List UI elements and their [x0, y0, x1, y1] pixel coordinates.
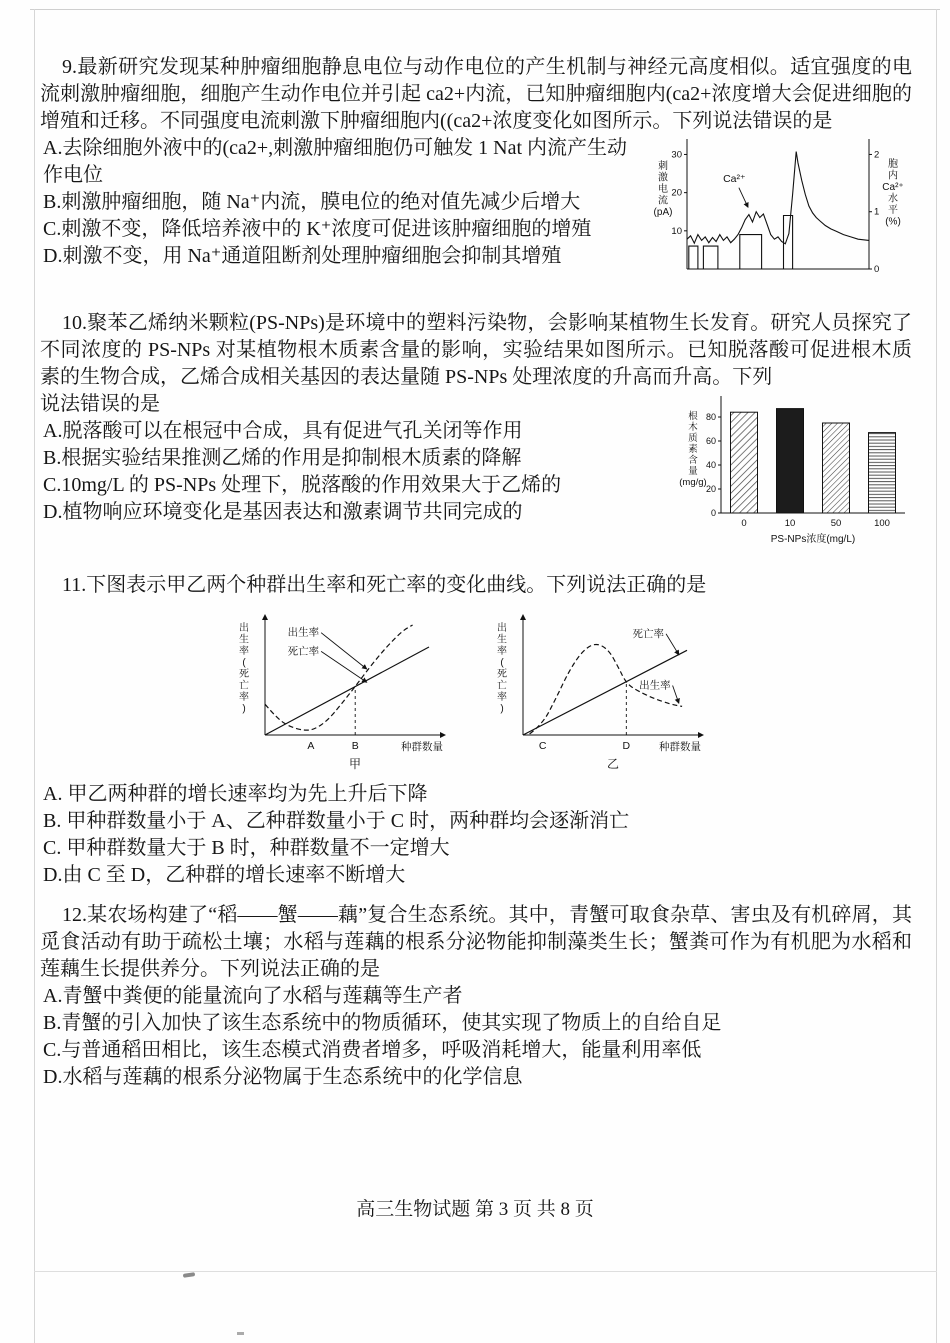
- svg-text:10: 10: [671, 225, 682, 237]
- q11-option-d: D.由 C 至 D，乙种群的增长速率不断增大: [43, 864, 406, 886]
- q9-body: [40, 135, 912, 297]
- question-11: [40, 572, 912, 889]
- q11-figure: [40, 605, 912, 773]
- svg-text:A: A: [307, 740, 315, 752]
- svg-text:50: 50: [830, 518, 842, 529]
- q10-option-b: B.根据实验结果推测乙烯的作用是抑制根木质素的降解: [43, 447, 522, 469]
- q10-option-d: D.植物响应环境变化是基因表达和激素调节共同完成的: [43, 501, 523, 523]
- svg-text:0: 0: [741, 518, 747, 529]
- q10-option-a: A.脱落酸可以在根冠中合成，具有促进气孔关闭等作用: [43, 420, 523, 442]
- page-content: [40, 54, 912, 1104]
- svg-text:20: 20: [705, 484, 716, 494]
- q10-figure: [677, 391, 912, 557]
- svg-text:Ca²⁺: Ca²⁺: [723, 172, 746, 185]
- svg-text:60: 60: [705, 436, 716, 446]
- svg-text:刺激电流(pA): 刺激电流(pA): [653, 161, 673, 218]
- q10-body: [40, 391, 912, 559]
- svg-text:甲: 甲: [348, 757, 362, 771]
- q12-stem: 12.某农场构建了“稻——蟹——藕”复合生态系统。其中，青蟹可取食杂草、害虫及有机碎屑，其觅食活动有助于疏松土壤；水稻与莲藕的根系分泌物能抑制藻类生长；蟹粪可作为有机肥为水稻和莲藕生长提供养分。下列说法正确的是: [40, 904, 912, 980]
- svg-text:0: 0: [710, 508, 716, 518]
- q9-option-b: B.刺激肿瘤细胞，随 Na⁺内流，膜电位的绝对值先减少后增大: [43, 191, 581, 213]
- svg-text:乙: 乙: [606, 757, 620, 771]
- q10-stem: 10.聚苯乙烯纳米颗粒(PS-NPs)是环境中的塑料污染物，会影响某植物生长发育。研究人员探究了不同浓度的 PS-NPs 对某植物根木质素含量的影响，实验结果如图所示。已知脱落酸可促进根木质素的生物合成，乙烯合成相关基因的表达量随 PS-NPs 处理浓度的升高而升高。下列: [40, 312, 912, 388]
- svg-text:C: C: [538, 740, 547, 752]
- svg-text:胞内Ca²⁺水平(%): 胞内 Ca²⁺水平(%): [882, 159, 904, 228]
- svg-text:B: B: [351, 740, 359, 752]
- svg-text:10: 10: [784, 518, 796, 529]
- q9-option-a: A.去除细胞外液中的(ca2+,刺激肿瘤细胞仍可触发 1 Nat 内流产生动作电位: [43, 137, 628, 186]
- q11-option-c: C. 甲种群数量大于 B 时，种群数量不一定增大: [43, 837, 450, 859]
- q11-stem: 11.下图表示甲乙两个种群出生率和死亡率的变化曲线。下列说法正确的是: [62, 574, 707, 596]
- scan-frame-top: [30, 9, 940, 10]
- q12-option-c: C.与普通稻田相比，该生态模式消费者增多，呼吸消耗增大，能量利用率低: [43, 1039, 702, 1061]
- q9-calcium-current-chart: [647, 135, 912, 287]
- q10-lignin-bar-chart: [677, 391, 912, 549]
- svg-text:30: 30: [671, 149, 682, 161]
- q12-option-b: B.青蟹的引入加快了该生态系统中的物质循环，使其实现了物质上的自给自足: [43, 1012, 722, 1034]
- svg-text:出生率: 出生率: [639, 679, 671, 692]
- svg-text:40: 40: [705, 460, 716, 470]
- question-12: [40, 902, 912, 1091]
- svg-text:根木质素含量(mg/g): 根木质素含量(mg/g): [679, 411, 707, 488]
- scan-mark: [183, 1272, 195, 1278]
- q11-option-b: B. 甲种群数量小于 A、乙种群数量小于 C 时，两种群均会逐渐消亡: [43, 810, 630, 832]
- q11-option-a: A. 甲乙两种群的增长速率均为先上升后下降: [43, 783, 428, 805]
- question-10: [40, 310, 912, 559]
- question-9: [40, 54, 912, 297]
- svg-text:100: 100: [874, 518, 890, 529]
- page-footer: 高三生物试题 第 3 页 共 8 页: [356, 1199, 594, 1220]
- svg-text:0: 0: [874, 264, 880, 275]
- svg-text:20: 20: [671, 187, 682, 199]
- svg-text:出生率: 出生率: [287, 626, 320, 639]
- svg-text:1: 1: [874, 206, 880, 218]
- svg-text:2: 2: [874, 149, 880, 161]
- svg-text:出生率(死亡率): 出生率(死亡率): [239, 623, 249, 715]
- q9-option-d: D.刺激不变，用 Na⁺通道阻断剂处理肿瘤细胞会抑制其增殖: [43, 245, 562, 267]
- q10-option-c: C.10mg/L 的 PS-NPs 处理下，脱落酸的作用效果大于乙烯的: [43, 474, 562, 496]
- scan-frame-right: [936, 9, 937, 1343]
- q9-stem: 9.最新研究发现某种肿瘤细胞静息电位与动作电位的产生机制与神经元高度相似。适宜强度的电流刺激肿瘤细胞，细胞产生动作电位并引起 ca2+内流，已知肿瘤细胞内(ca2+浓度增大会促进细胞的增殖和迁移。不同强度电流刺激下肿瘤细胞内((ca2+浓度变化如图所示。下列说法错误的是: [40, 56, 912, 132]
- svg-text:出生率(死亡率): 出生率(死亡率): [497, 623, 507, 715]
- svg-text:PS-NPs浓度(mg/L): PS-NPs浓度(mg/L): [770, 534, 856, 545]
- scan-frame-left: [34, 9, 35, 1343]
- q9-option-c: C.刺激不变，降低培养液中的 K⁺浓度可促进该肿瘤细胞的增殖: [43, 218, 592, 240]
- q9-figure: [647, 135, 912, 295]
- q12-option-a: A.青蟹中粪便的能量流向了水稻与莲藕等生产者: [43, 985, 463, 1007]
- svg-text:死亡率: 死亡率: [287, 645, 320, 658]
- svg-text:死亡率: 死亡率: [632, 627, 665, 640]
- svg-text:种群数量: 种群数量: [659, 741, 701, 753]
- q10-stem-tail: 说法错误的是: [40, 393, 160, 415]
- q11-population-jia-chart: [227, 605, 467, 773]
- q12-option-d: D.水稻与莲藕的根系分泌物属于生态系统中的化学信息: [43, 1066, 523, 1088]
- q11-population-yi-chart: [485, 605, 725, 773]
- svg-text:D: D: [622, 740, 631, 752]
- svg-text:种群数量: 种群数量: [401, 741, 443, 753]
- svg-text:80: 80: [705, 412, 716, 422]
- scan-frame-bottom: [34, 1271, 937, 1272]
- scan-mark: [237, 1332, 244, 1335]
